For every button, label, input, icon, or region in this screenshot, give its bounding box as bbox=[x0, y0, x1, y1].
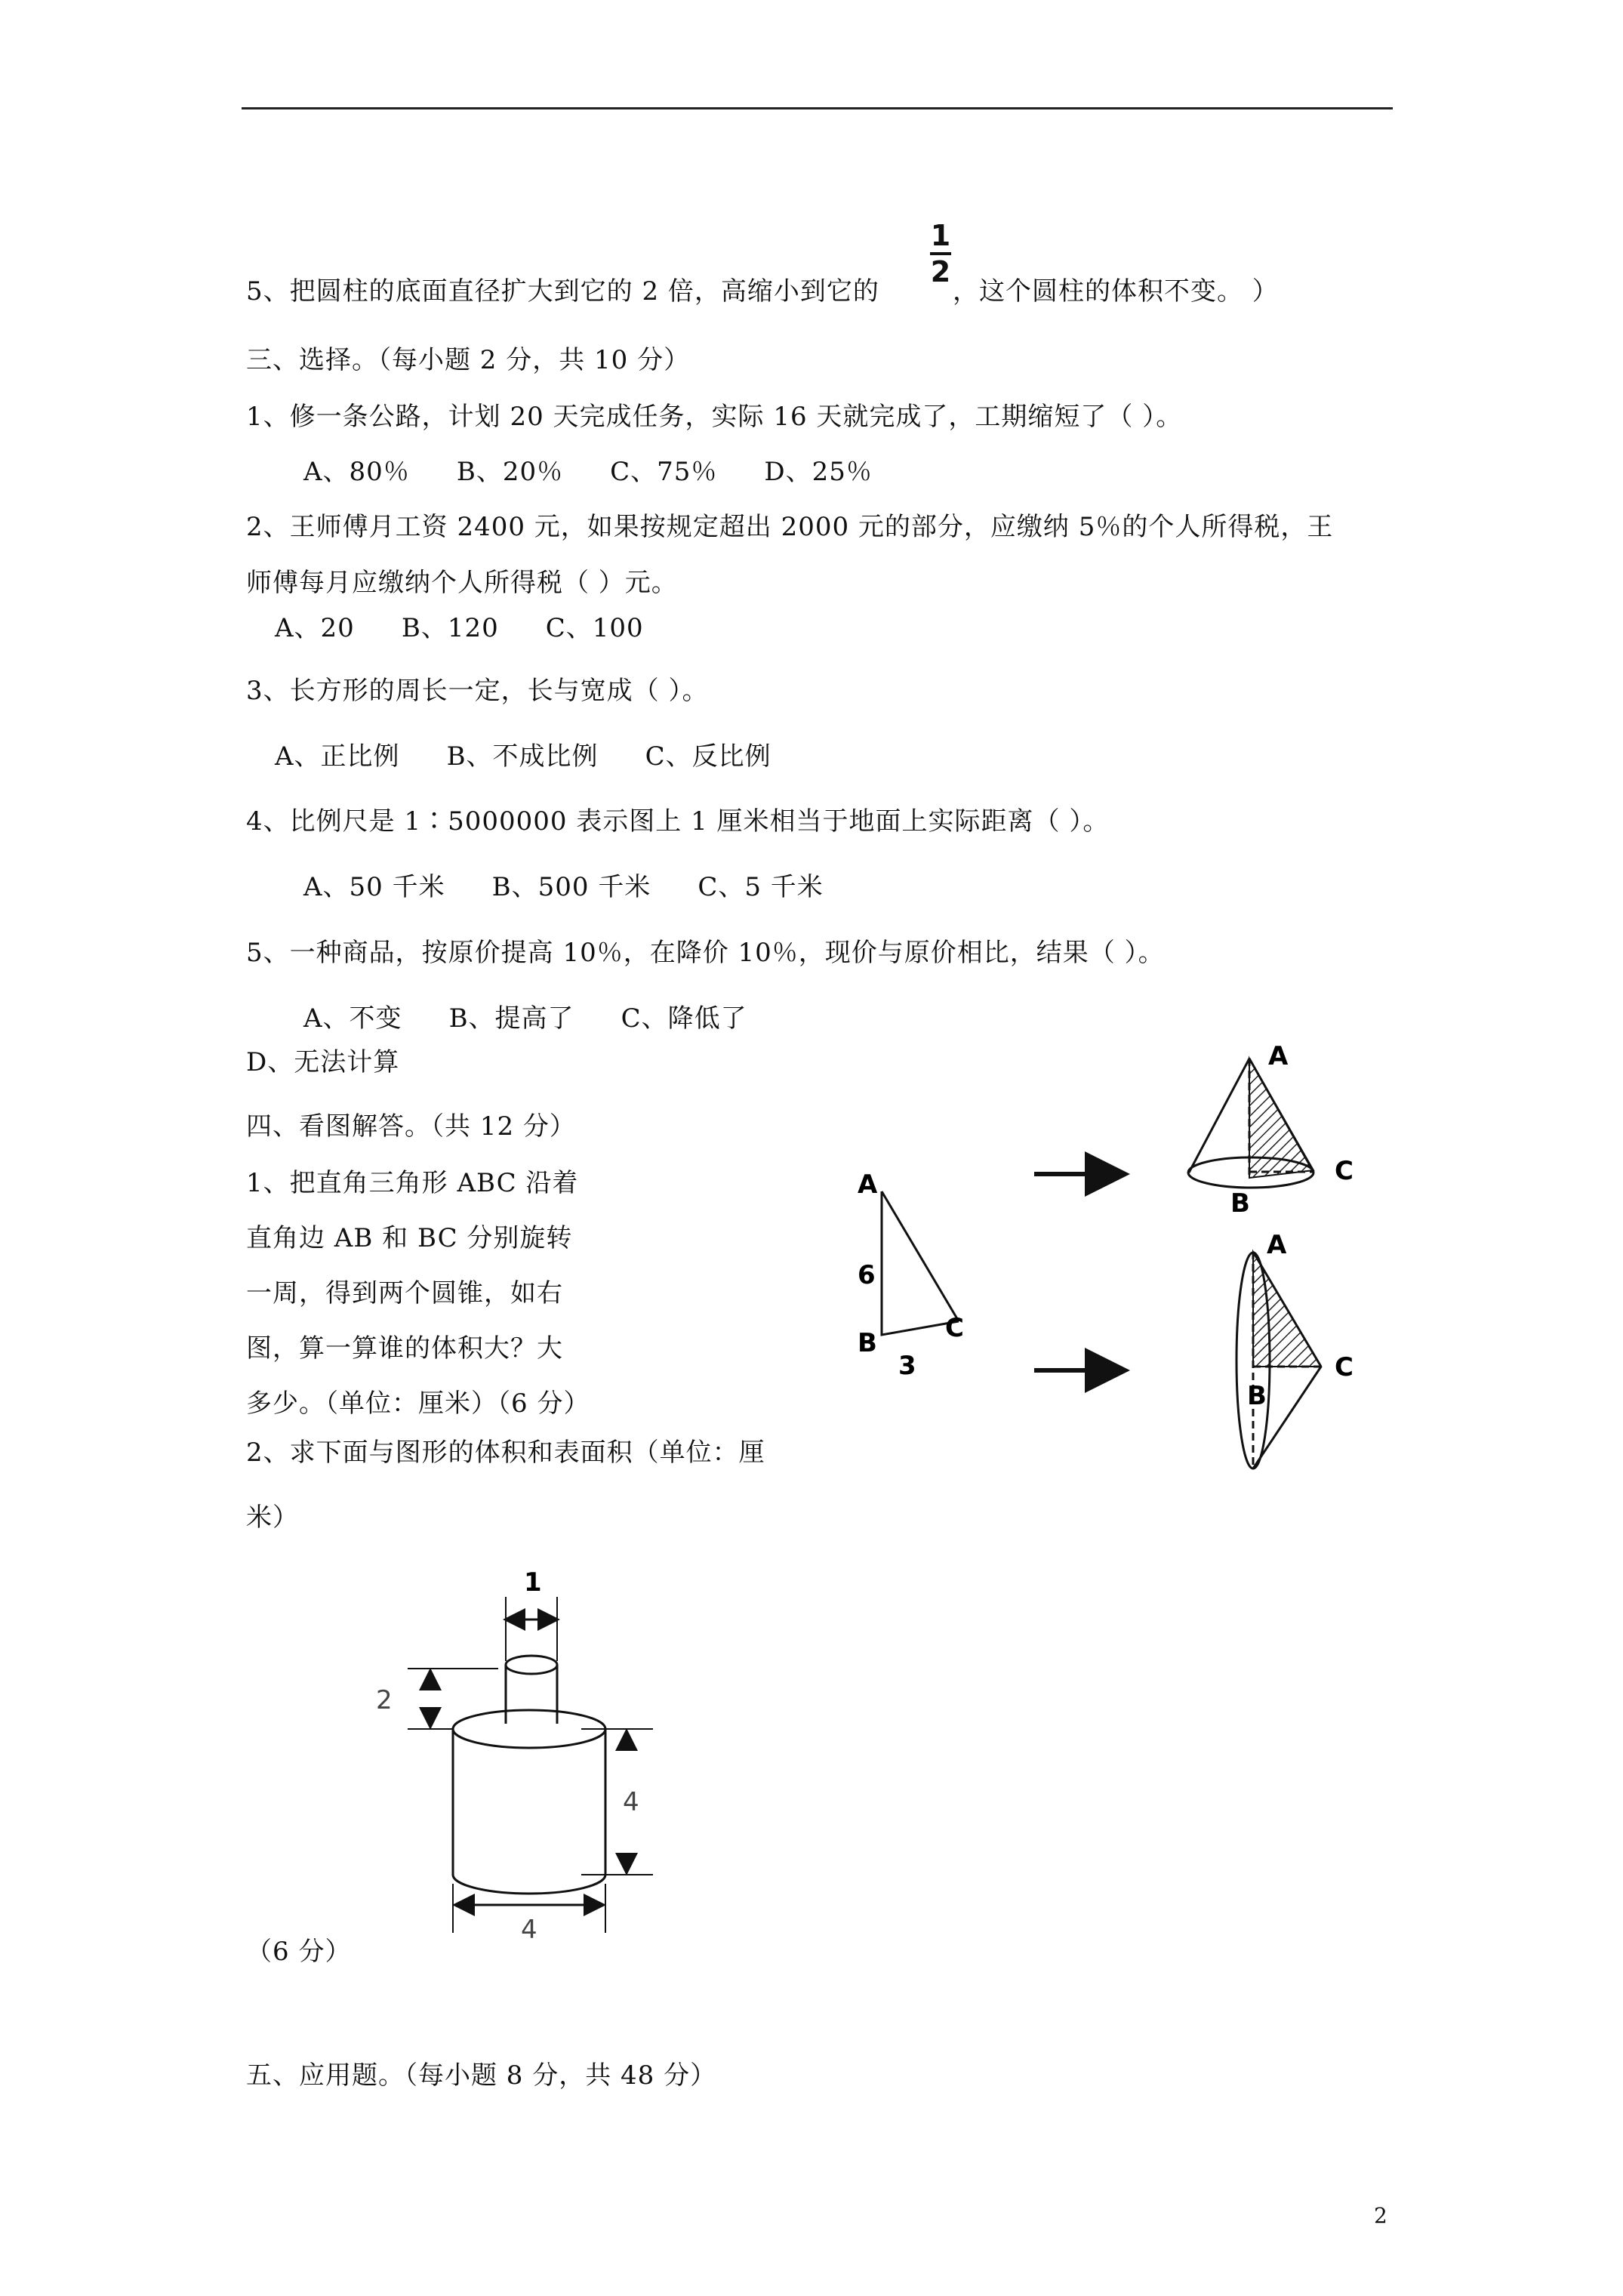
s3-q5-option-c: C、降低了 bbox=[621, 1003, 747, 1034]
s3-q3-option-c: C、反比例 bbox=[645, 741, 771, 772]
figure-triangle-cones bbox=[830, 1012, 1397, 1495]
s3-q5-text: 5、一种商品，按原价提高 10％，在降价 10％，现价与原价相比，结果（ ）。 bbox=[246, 938, 1165, 968]
s3-q2-options bbox=[275, 612, 691, 645]
section-4-points: （共 12 分） bbox=[431, 1111, 576, 1142]
fraction-denominator: 2 bbox=[930, 255, 951, 288]
s4-q2-line1: 2、求下面与图形的体积和表面积（单位：厘 bbox=[246, 1438, 765, 1468]
s3-q2-option-b: B、120 bbox=[401, 613, 499, 643]
cone-rotated-around-bc bbox=[1236, 1230, 1354, 1469]
s3-q1-text: 1、修一条公路，计划 20 天完成任务，实际 16 天就完成了，工期缩短了（ ）。 bbox=[246, 402, 1183, 432]
cone2-label-b: B bbox=[1247, 1381, 1267, 1411]
s3-q5-option-d: D、无法计算 bbox=[246, 1047, 400, 1077]
s3-q3-option-a: A、正比例 bbox=[275, 741, 400, 772]
s3-q5-options bbox=[303, 1002, 794, 1035]
s3-q2-option-c: C、100 bbox=[545, 613, 644, 643]
cone2-label-c: C bbox=[1335, 1352, 1354, 1382]
triangle-label-ab-length: 6 bbox=[858, 1260, 876, 1290]
triangle-label-c: C bbox=[945, 1313, 964, 1343]
dimension-label-top-height: 2 bbox=[376, 1685, 393, 1715]
s4-q1-line2: 直角边 AB 和 BC 分别旋转 bbox=[246, 1223, 573, 1253]
s3-q3-text: 3、长方形的周长一定，长与宽成（ ）。 bbox=[246, 676, 709, 706]
fraction-one-half bbox=[930, 220, 951, 287]
s3-q5-option-b: B、提高了 bbox=[448, 1003, 574, 1034]
s3-q2-line1: 2、王师傅月工资 2400 元，如果按规定超出 2000 元的部分，应缴纳 5％的个人所得税，王 bbox=[246, 512, 1334, 542]
s4-q1-line1: 1、把直角三角形 ABC 沿着 bbox=[246, 1168, 579, 1198]
cone2-label-a: A bbox=[1267, 1230, 1287, 1260]
section-5-title: 五、应用题。 bbox=[246, 2060, 405, 2091]
triangle-label-bc-length: 3 bbox=[898, 1351, 916, 1381]
s3-q5-option-a: A、不变 bbox=[303, 1003, 402, 1034]
dimension-body-height bbox=[581, 1729, 653, 1875]
section-5-points: （每小题 8 分，共 48 分） bbox=[405, 2060, 717, 2091]
s3-q3-options bbox=[275, 740, 818, 773]
s4-q1-line4: 图，算一算谁的体积大？大 bbox=[246, 1333, 563, 1364]
dimension-top-height bbox=[376, 1669, 498, 1729]
s3-q2-option-a: A、20 bbox=[275, 613, 355, 643]
q2-5-text: 5、把圆柱的底面直径扩大到它的 2 倍，高缩小到它的 bbox=[246, 276, 879, 307]
section-3-title: 三、选择。 bbox=[246, 345, 378, 375]
header-rule bbox=[242, 107, 1393, 109]
s3-q1-option-d: D、25％ bbox=[764, 457, 873, 487]
s3-q4-option-a: A、50 千米 bbox=[303, 872, 445, 902]
s4-q1-line3: 一周，得到两个圆锥，如右 bbox=[246, 1278, 563, 1308]
s4-q2-line2: 米） bbox=[246, 1502, 299, 1533]
s3-q1-option-c: C、75％ bbox=[610, 457, 718, 487]
dimension-label-body-height: 4 bbox=[623, 1787, 639, 1817]
s3-q1-options bbox=[303, 455, 919, 488]
triangle-label-b: B bbox=[858, 1328, 877, 1358]
fraction-numerator: 1 bbox=[930, 219, 951, 252]
s3-q1-option-b: B、20％ bbox=[456, 457, 564, 487]
s3-q1-option-a: A、80％ bbox=[303, 457, 410, 487]
figure-composite-cylinder bbox=[355, 1559, 672, 1952]
q2-5-text-after: ，这个圆柱的体积不变。 ） bbox=[953, 276, 1279, 307]
section-3-points: （每小题 2 分，共 10 分） bbox=[378, 345, 691, 375]
section-3-heading bbox=[246, 344, 690, 377]
s3-q4-text: 4、比例尺是 1∶5000000 表示图上 1 厘米相当于地面上实际距离（ ）。 bbox=[246, 806, 1110, 837]
s3-q3-option-b: B、不成比例 bbox=[446, 741, 599, 772]
right-triangle-abc bbox=[858, 1170, 964, 1381]
s3-q4-options bbox=[303, 871, 870, 904]
cone1-label-b: B bbox=[1230, 1188, 1250, 1219]
dimension-label-top-width: 1 bbox=[524, 1567, 542, 1598]
section-5-heading bbox=[246, 2059, 716, 2092]
s3-q2-line2: 师傅每月应缴纳个人所得税（ ）元。 bbox=[246, 568, 678, 598]
dimension-top-width bbox=[506, 1567, 557, 1661]
dimension-label-body-width: 4 bbox=[521, 1915, 537, 1945]
section-4-title: 四、看图解答。 bbox=[246, 1111, 431, 1142]
s3-q4-option-c: C、5 千米 bbox=[698, 872, 824, 902]
s3-q4-option-b: B、500 千米 bbox=[491, 872, 651, 902]
small-cylinder bbox=[506, 1656, 557, 1724]
cone-rotated-around-ab bbox=[1188, 1041, 1354, 1219]
cone1-label-c: C bbox=[1335, 1156, 1354, 1186]
section-4-heading bbox=[246, 1110, 576, 1143]
s4-q2-points: （6 分） bbox=[246, 1937, 352, 1967]
large-cylinder bbox=[453, 1710, 605, 1894]
triangle-label-a: A bbox=[858, 1170, 878, 1200]
cone1-label-a: A bbox=[1268, 1041, 1289, 1071]
page-number: 2 bbox=[1374, 2203, 1387, 2228]
s4-q1-line5: 多少。（单位：厘米）（6 分） bbox=[246, 1388, 590, 1419]
